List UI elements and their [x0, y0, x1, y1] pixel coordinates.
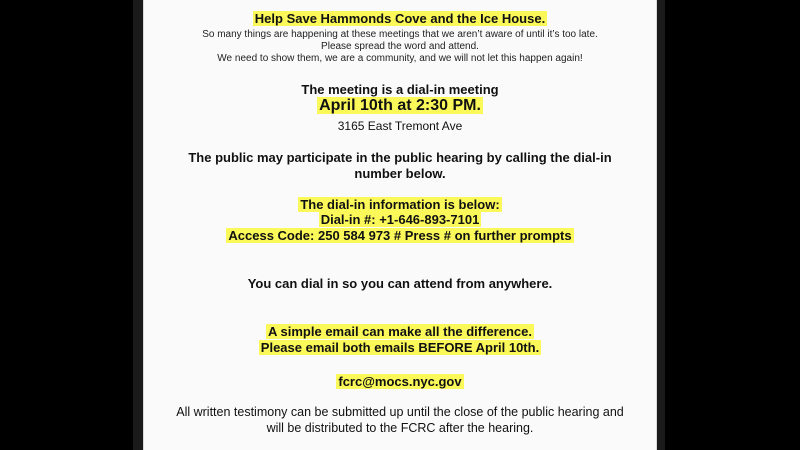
left-frame-edge [133, 0, 143, 450]
flyer-page [143, 0, 657, 450]
dialin-number: Dial-in #: +1-646-893-7101 [320, 212, 480, 227]
participation-line-1: The public may participate in the public hearing by calling the dial-in [188, 150, 612, 165]
email-cta-line-2 [144, 340, 656, 355]
dialin-header-line [144, 197, 656, 212]
meeting-datetime-line [144, 97, 656, 115]
dialin-header: The dial-in information is below: [300, 197, 500, 212]
meeting-address: 3165 East Tremont Ave [337, 119, 463, 133]
access-code: Access Code: 250 584 973 # Press # on further prompts [228, 228, 572, 243]
dialin-number-line [144, 212, 656, 227]
access-code-line [144, 228, 656, 243]
email-cta-2: Please email both emails BEFORE April 10th. [260, 340, 540, 355]
email-address-line [144, 374, 656, 389]
attend-anywhere: You can dial in so you can attend from anywhere. [247, 276, 553, 291]
meeting-datetime: April 10th at 2:30 PM. [319, 97, 481, 114]
email-cta-1: A simple email can make all the difference. [268, 324, 532, 339]
testimony-line-1: All written testimony can be submitted up until the close of the public hearing and [176, 405, 624, 419]
intro-line-1: So many things are happening at these meetings that we aren’t aware of until it’s too late. [202, 29, 598, 40]
testimony-line-2: will be distributed to the FCRC after the hearing. [266, 421, 534, 435]
flyer-title: Help Save Hammonds Cove and the Ice House. [254, 11, 546, 26]
meeting-type: The meeting is a dial-in meeting [301, 82, 499, 97]
flyer-title-line [144, 11, 656, 26]
participation-line-2: number below. [354, 166, 446, 181]
intro-line-2: Please spread the word and attend. [321, 41, 479, 52]
email-address: fcrc@mocs.nyc.gov [338, 374, 462, 389]
email-cta-line-1 [144, 324, 656, 339]
intro-line-3: We need to show them, we are a community, and we will not let this happen again! [217, 53, 583, 64]
